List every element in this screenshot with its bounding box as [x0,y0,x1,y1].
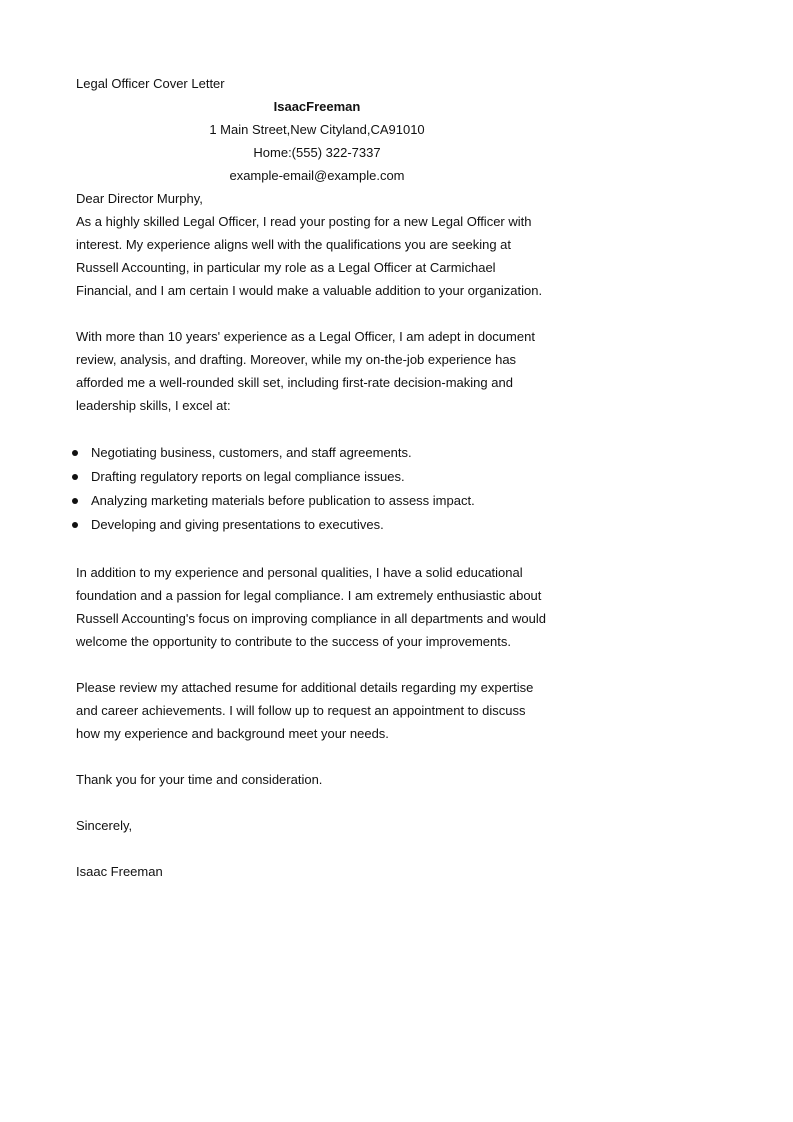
paragraph-line: As a highly skilled Legal Officer, I read your posting for a new Legal Officer with [76,214,532,229]
paragraph-line: and career achievements. I will follow up to request an appointment to discuss [76,703,526,718]
signature: Isaac Freeman [76,864,163,879]
thanks-line: Thank you for your time and consideration. [76,772,323,787]
paragraph-line: how my experience and background meet your needs. [76,726,389,741]
paragraph-line: Russell Accounting, in particular my role as a Legal Officer at Carmichael [76,260,496,275]
sender-phone: Home:(555) 322-7337 [253,145,381,160]
bullet-icon [72,450,78,456]
list-item-text: Drafting regulatory reports on legal compliance issues. [91,469,405,484]
paragraph-line: afforded me a well-rounded skill set, including first-rate decision-making and [76,375,513,390]
bullet-icon [72,522,78,528]
paragraph-line: welcome the opportunity to contribute to the success of your improvements. [76,634,511,649]
list-item-text: Analyzing marketing materials before publication to assess impact. [91,493,475,508]
list-item-text: Developing and giving presentations to executives. [91,517,384,532]
paragraph-line: foundation and a passion for legal compliance. I am extremely enthusiastic about [76,588,542,603]
sender-name: IsaacFreeman [273,99,361,114]
sender-email: example-email@example.com [229,168,405,183]
bullet-icon [72,474,78,480]
sender-address: 1 Main Street,New Cityland,CA91010 [209,122,425,137]
salutation: Dear Director Murphy, [76,191,203,206]
paragraph-line: review, analysis, and drafting. Moreover, while my on-the-job experience has [76,352,517,367]
paragraph-line: With more than 10 years' experience as a Legal Officer, I am adept in document [76,329,535,344]
paragraph-line: Russell Accounting's focus on improving compliance in all departments and would [76,611,547,626]
paragraph-line: interest. My experience aligns well with the qualifications you are seeking at [76,237,512,252]
paragraph-line: leadership skills, I excel at: [76,398,231,413]
paragraph-line: Financial, and I am certain I would make a valuable addition to your organization. [76,283,543,298]
closing: Sincerely, [76,818,133,833]
document-title: Legal Officer Cover Letter [76,76,225,91]
paragraph-line: Please review my attached resume for additional details regarding my expertise [76,680,534,695]
bullet-icon [72,498,78,504]
list-item-text: Negotiating business, customers, and staff agreements. [91,445,412,460]
paragraph-line: In addition to my experience and personal qualities, I have a solid educational [76,565,523,580]
